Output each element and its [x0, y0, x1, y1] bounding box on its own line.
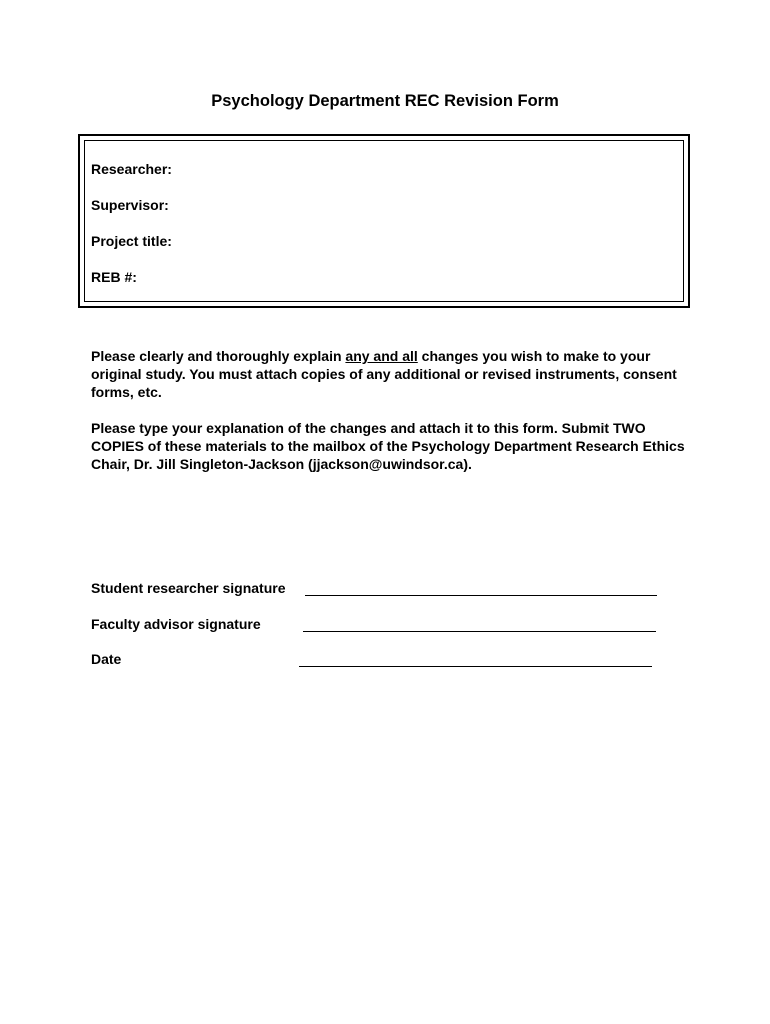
form-title: Psychology Department REC Revision Form — [211, 92, 559, 110]
instructions-paragraph-2: Please type your explanation of the changes and attach it to this form. Submit TWO COPIES of these materials to the mailbox of the Psychology Department Research Ethics Chair, Dr. Jill Singleton-Jackson (jjackson@uwindsor.ca). — [91, 420, 685, 472]
date-line[interactable] — [299, 666, 652, 667]
researcher-label: Researcher: — [91, 161, 172, 177]
project-title-label: Project title: — [91, 233, 172, 249]
reb-number-label: REB #: — [91, 269, 137, 285]
faculty-signature-line[interactable] — [303, 631, 656, 632]
instructions-text: changes you wish to make to your original study. You must attach copies of any additional or revised instruments, consent forms, etc. — [91, 348, 677, 400]
instructions-paragraph-1 — [91, 347, 691, 401]
student-signature-line[interactable] — [305, 595, 657, 596]
emphasis-text: any and all — [345, 348, 418, 364]
date-label: Date — [91, 651, 122, 667]
supervisor-label: Supervisor: — [91, 197, 169, 213]
faculty-signature-label: Faculty advisor signature — [91, 616, 261, 632]
student-signature-label: Student researcher signature — [91, 580, 286, 596]
info-box-inner-border — [84, 140, 684, 302]
instructions-text: Please clearly and thoroughly explain — [91, 348, 346, 364]
